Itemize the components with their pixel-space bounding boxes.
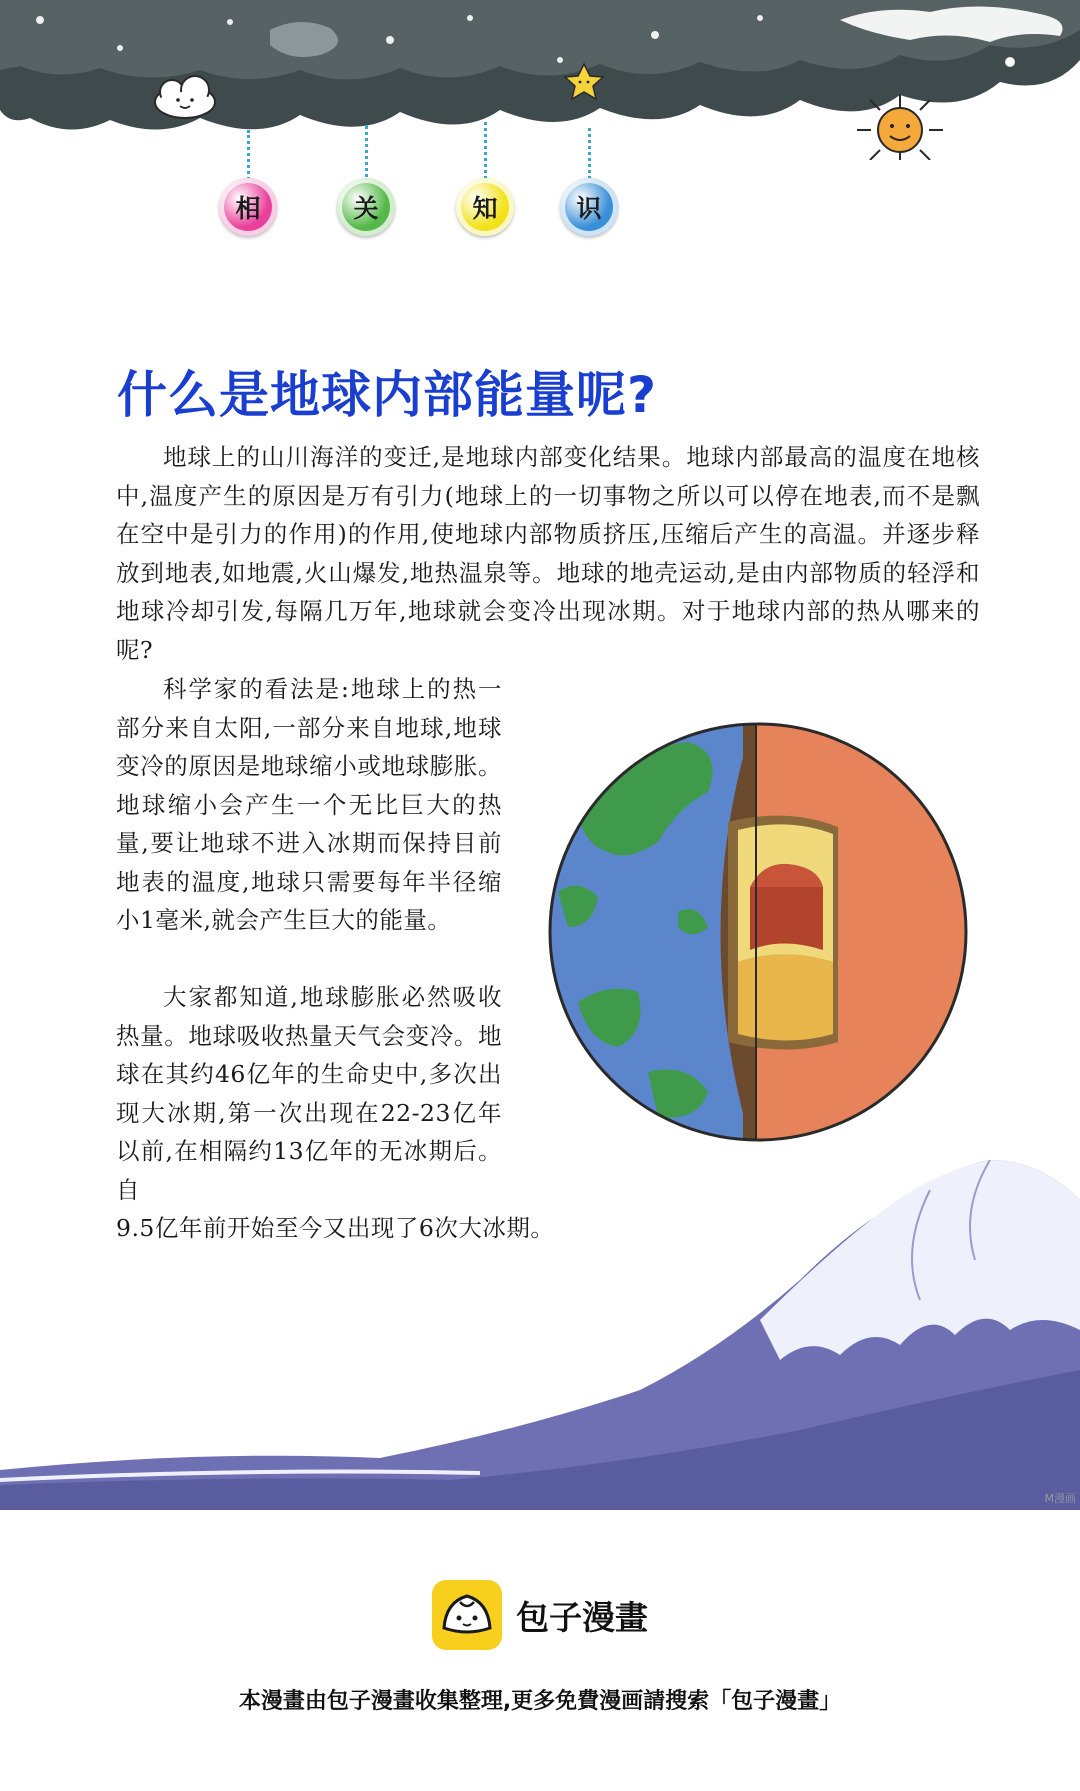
badge-string (365, 125, 368, 185)
badge-zhi (456, 178, 514, 236)
footer-note: 本漫畫由包子漫畫收集整理,更多免費漫画請搜索「包子漫畫」 (238, 1689, 842, 1714)
badge-label: 相 (235, 194, 261, 223)
cloud-face-icon (155, 76, 215, 118)
badge-shi (560, 178, 618, 236)
earth-cutaway-icon (538, 712, 978, 1152)
brand-name: 包子漫畫 (516, 1597, 648, 1637)
topic-badges (0, 120, 1080, 250)
paragraph-3-tail: 9.5亿年前开始至今又出现了6次大冰期。 (116, 1214, 555, 1242)
watermark: M漫画 (1044, 1492, 1076, 1505)
article-title: 什么是地球内部能量呢? (117, 366, 658, 424)
bun-logo-icon (432, 1580, 502, 1650)
paragraph-1: 地球上的山川海洋的变迁,是地球内部变化结果。地球内部最高的温度在地核中,温度产生的原因是万有引力(地球上的一切事物之所以可以停在地表,而不是飘在空中是引力的作用)的作用,使地球内部物质挤压,压缩后产生的高温。并逐步释放到地表,如地震,火山爆发,地热温泉等。地球的地壳运动,是由内部物质的轻浮和地球冷却引发,每隔几万年,地球就会变冷出现冰期。对于地球内部的热从哪来的呢? (116, 443, 980, 664)
badge-string (247, 130, 250, 185)
snowy-mountain-icon (0, 1130, 1080, 1510)
footer (0, 1510, 1080, 1791)
badge-label: 识 (576, 194, 602, 223)
badge-label: 知 (472, 194, 498, 223)
paragraph-2: 科学家的看法是:地球上的热一部分来自太阳,一部分来自地球,地球变冷的原因是地球缩小或地球膨胀。地球缩小会产生一个无比巨大的热量,要让地球不进入冰期而保持目前地表的温度,地球只需要每年半径缩小1毫米,就会产生巨大的能量。 (116, 675, 502, 934)
brand-logo[interactable] (432, 1580, 648, 1650)
badge-label: 关 (353, 194, 379, 223)
snowflake-icon (1005, 57, 1015, 67)
badge-string (484, 122, 487, 185)
badge-string (588, 128, 591, 185)
paragraph-3: 大家都知道,地球膨胀必然吸收热量。地球吸收热量天气会变冷。地球在其约46亿年的生命史中,多次出现大冰期,第一次出现在22-23亿年以前,在相隔约13亿年的无冰期后。自 (116, 983, 502, 1204)
badge-guan (337, 178, 395, 236)
badge-xiang (219, 178, 277, 236)
